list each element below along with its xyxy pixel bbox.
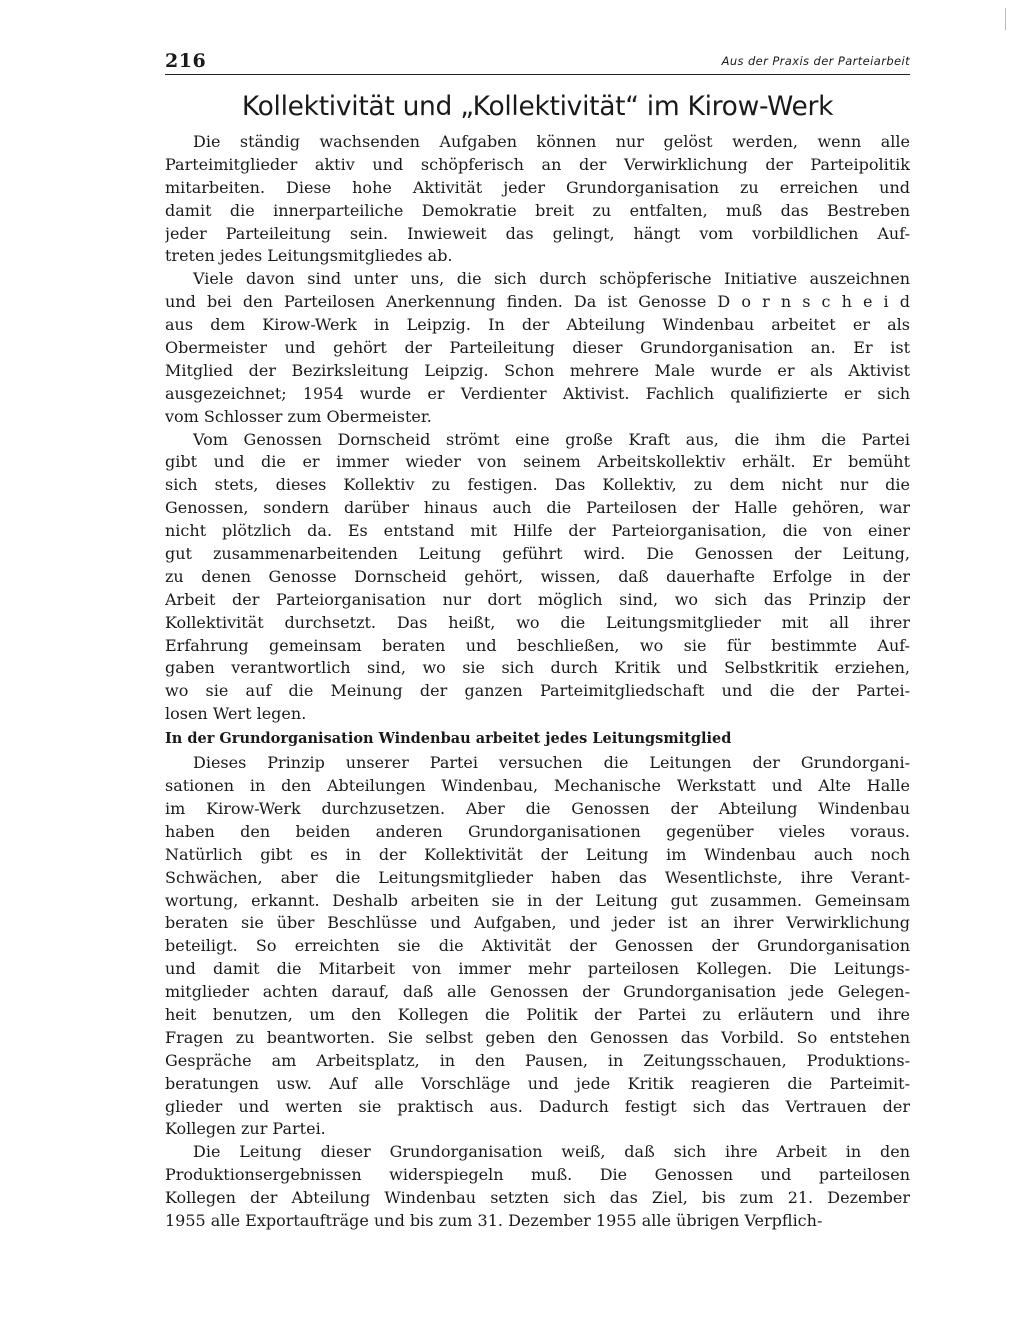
text-line: Mitglied der Bezirksleitung Leipzig. Schon mehrere Male wurde er als Aktivist — [165, 360, 910, 380]
text-line: Natürlich gibt es in der Kollektivität der Leitung im Windenbau auch noch — [165, 844, 910, 864]
paragraph — [165, 131, 910, 268]
paragraph — [165, 429, 910, 727]
text-line: 1955 alle Exportaufträge und bis zum 31. Dezember 1955 alle übrigen Verpflich- — [165, 1210, 823, 1230]
text-line: und damit die Mitarbeit von immer mehr parteilosen Kollegen. Die Leitungs- — [165, 959, 910, 979]
text-line: Erfahrung gemeinsam beraten und beschließen, wo sie für bestimmte Auf- — [165, 635, 910, 655]
text-line: beteiligt. So erreichten sie die Aktivität der Genossen der Grundorganisation — [165, 936, 910, 956]
text-line: Gespräche am Arbeitsplatz, in den Pausen, in Zeitungsschauen, Produktions- — [165, 1050, 910, 1070]
text-line: mitarbeiten. Diese hohe Aktivität jeder Grundorganisation zu erreichen und — [165, 177, 910, 197]
text-line: Produktionsergebnissen widerspiegeln muß. Die Genossen und parteilosen — [165, 1165, 910, 1185]
text-line: haben den beiden anderen Grundorganisationen gegenüber vieles voraus. — [165, 821, 910, 841]
text-line: Vom Genossen Dornscheid strömt eine große Kraft aus, die ihm die Partei — [193, 429, 910, 449]
text-line: sationen in den Abteilungen Windenbau, Mechanische Werkstatt und Alte Halle — [165, 776, 910, 796]
text-line: wo sie auf die Meinung der ganzen Parteimitgliedschaft und die der Partei- — [165, 681, 910, 701]
text-line: gaben verantwortlich sind, wo sie sich durch Kritik und Selbstkritik erziehen, — [165, 658, 910, 678]
text-line: und bei den Parteilosen Anerkennung finden. Da ist Genosse D o r n s c h e i d — [165, 292, 910, 312]
text-line: gut zusammenarbeitenden Leitung geführt wird. Die Genossen der Leitung, — [165, 544, 910, 564]
paragraph — [165, 1141, 910, 1233]
text-line: Schwächen, aber die Leitungsmitglieder haben das Wesentlichste, ihre Verant- — [165, 867, 910, 887]
text-line: Obermeister und gehört der Parteileitung dieser Grundorganisation an. Er ist — [165, 338, 910, 358]
scan-margin-mark — [1003, 8, 1006, 30]
text-line: wortung, erkannt. Deshalb arbeiten sie in der Leitung gut zusammen. Gemeinsam — [165, 890, 910, 910]
text-line: Kollegen zur Partei. — [165, 1119, 326, 1139]
section-heading: In der Grundorganisation Windenbau arbeitet jedes Leitungsmitglied — [165, 730, 732, 748]
text-line: Dieses Prinzip unserer Partei versuchen die Leitungen der Grundorgani- — [193, 753, 910, 773]
article-body-part-1 — [165, 131, 910, 726]
text-line: Die ständig wachsenden Aufgaben können nur gelöst werden, wenn alle — [193, 132, 910, 151]
text-line: losen Wert legen. — [165, 704, 307, 724]
text-line: zu denen Genosse Dornscheid gehört, wissen, daß dauerhafte Erfolge in der — [165, 566, 910, 586]
text-line: aus dem Kirow-Werk in Leipzig. In der Abteilung Windenbau arbeitet er als — [165, 315, 910, 335]
text-line: ausgezeichnet; 1954 wurde er Verdienter Aktivist. Fachlich qualifizierte er sich — [165, 383, 910, 403]
text-line: im Kirow-Werk durchzusetzen. Aber die Genossen der Abteilung Windenbau — [165, 798, 910, 818]
text-line: Viele davon sind unter uns, die sich durch schöpferische Initiative auszeichnen — [193, 269, 910, 289]
text-line: jeder Parteileitung sein. Inwieweit das gelingt, hängt vom vorbildlichen Auf- — [165, 223, 910, 243]
text-line: Genossen, sondern darüber hinaus auch die Parteilosen der Halle gehören, war — [165, 498, 910, 518]
article-title: Kollektivität und „Kollektivität“ im Kirow-Werk — [241, 91, 834, 122]
text-line: heit benutzen, um den Kollegen die Politik der Partei zu erläutern und ihre — [165, 1004, 910, 1024]
text-line: nicht plötzlich da. Es entstand mit Hilfe der Parteiorganisation, die von einer — [165, 521, 910, 541]
document-page — [165, 50, 910, 1233]
text-line: Die Leitung dieser Grundorganisation weiß, daß sich ihre Arbeit in den — [193, 1142, 910, 1162]
page-number: 216 — [165, 50, 207, 72]
text-line: beratungen usw. Auf alle Vorschläge und jede Kritik reagieren die Parteimit- — [165, 1073, 910, 1093]
text-line: Arbeit der Parteiorganisation nur dort möglich sind, wo sich das Prinzip der — [165, 589, 910, 609]
text-line: mitglieder achten darauf, daß alle Genossen der Grundorganisation jede Gelegen- — [165, 982, 910, 1002]
page-header — [165, 50, 910, 75]
text-line: sich stets, dieses Kollektiv zu festigen. Das Kollektiv, zu dem nicht nur die — [165, 475, 910, 495]
article-body-part-2 — [165, 752, 910, 1233]
text-line: damit die innerparteiliche Demokratie breit zu entfalten, muß das Bestreben — [165, 200, 910, 220]
running-head: Aus der Praxis der Parteiarbeit — [721, 54, 910, 68]
text-line: gibt und die er immer wieder von seinem Arbeitskollektiv erhält. Er bemüht — [165, 452, 910, 472]
text-line: Kollegen der Abteilung Windenbau setzten sich das Ziel, bis zum 21. Dezember — [165, 1188, 910, 1208]
text-line: vom Schlosser zum Obermeister. — [165, 406, 432, 426]
text-line: beraten sie über Beschlüsse und Aufgaben, und jeder ist an ihrer Verwirklichung — [165, 913, 910, 933]
paragraph — [165, 752, 910, 1141]
paragraph — [165, 268, 910, 428]
text-line: Fragen zu beantworten. Sie selbst geben den Genossen das Vorbild. So entstehen — [165, 1027, 910, 1047]
text-line: Kollektivität durchsetzt. Das heißt, wo die Leitungsmitglieder mit all ihrer — [165, 612, 910, 632]
text-line: glieder und werten sie praktisch aus. Dadurch festigt sich das Vertrauen der — [165, 1096, 910, 1116]
text-line: treten jedes Leitungsmitgliedes ab. — [165, 246, 453, 266]
text-line: Parteimitglieder aktiv und schöpferisch an der Verwirklichung der Parteipolitik — [165, 154, 910, 174]
